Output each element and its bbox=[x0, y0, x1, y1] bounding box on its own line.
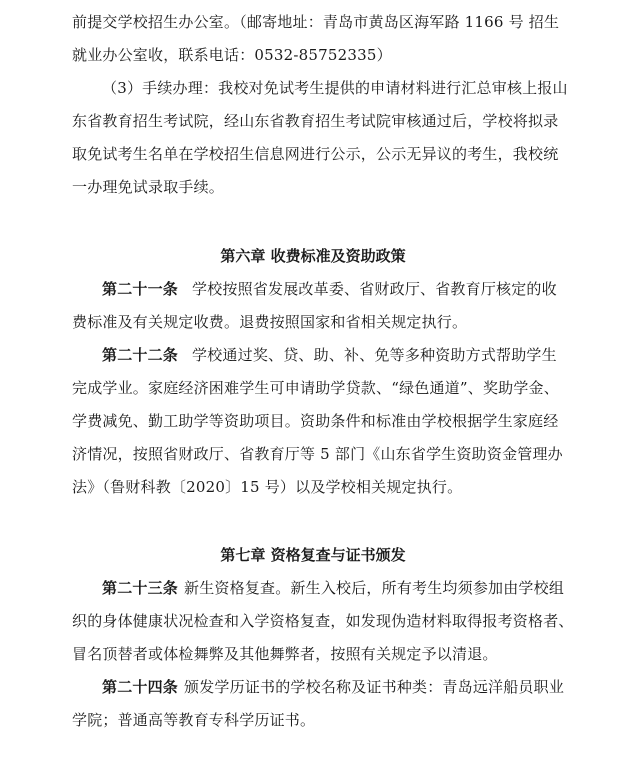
chapter-6-heading: 第六章 收费标准及资助政策 bbox=[220, 247, 406, 265]
text-line: 织的身体健康状况检查和入学资格复查，如发现伪造材料取得报考资格者、 bbox=[72, 612, 574, 630]
text-line: 法》（鲁财科教〔2020〕15 号）以及学校相关规定执行。 bbox=[72, 478, 463, 496]
article-24-label: 第二十四条 bbox=[102, 678, 179, 696]
text-line: 取免试考生名单在学校招生信息网进行公示，公示无异议的考生，我校统 bbox=[72, 145, 559, 163]
article-21-text: 学校按照省发展改革委、省财政厅、省教育厅核定的收 bbox=[192, 280, 557, 298]
text-line: 冒名顶替者或体检舞弊及其他舞弊者，按照有关规定予以清退。 bbox=[72, 645, 498, 663]
chapter-7-heading: 第七章 资格复查与证书颁发 bbox=[220, 546, 406, 564]
text-line: 一办理免试录取手续。 bbox=[72, 178, 225, 196]
text-line: 完成学业。家庭经济困难学生可申请助学贷款、“绿色通道”、奖助学金、 bbox=[72, 379, 559, 397]
text-line: 东省教育招生考试院，经山东省教育招生考试院审核通过后，学校将拟录 bbox=[72, 112, 559, 130]
text-line: 费标准及有关规定收费。退费按照国家和省相关规定执行。 bbox=[72, 313, 468, 331]
article-22-label: 第二十二条 bbox=[102, 346, 179, 364]
text-line: 济情况，按照省财政厅、省教育厅等 5 部门《山东省学生资助资金管理办 bbox=[72, 445, 563, 463]
paragraph-first-line: （3）手续办理：我校对免试考生提供的申请材料进行汇总审核上报山 bbox=[102, 79, 568, 97]
article-23-label: 第二十三条 bbox=[102, 579, 179, 597]
article-24-first-line bbox=[102, 677, 564, 697]
article-24-text: 颁发学历证书的学校名称及证书种类：青岛远洋船员职业 bbox=[184, 678, 565, 696]
text-line: 学院；普通高等教育专科学历证书。 bbox=[72, 711, 316, 729]
article-22-text: 学校通过奖、贷、助、补、免等多种资助方式帮助学生 bbox=[192, 346, 557, 364]
article-21-first-line bbox=[102, 279, 557, 299]
article-23-first-line bbox=[102, 578, 564, 598]
article-21-label: 第二十一条 bbox=[102, 280, 179, 298]
text-line: 就业办公室收，联系电话：0532-85752335） bbox=[72, 46, 392, 64]
article-23-text: 新生资格复查。新生入校后，所有考生均须参加由学校组 bbox=[184, 579, 565, 597]
text-line: 前提交学校招生办公室。（邮寄地址：青岛市黄岛区海军路 1166 号 招生 bbox=[72, 13, 560, 31]
text-line: 学费减免、勤工助学等资助项目。资助条件和标准由学校根据学生家庭经 bbox=[72, 412, 559, 430]
article-22-first-line bbox=[102, 345, 557, 365]
